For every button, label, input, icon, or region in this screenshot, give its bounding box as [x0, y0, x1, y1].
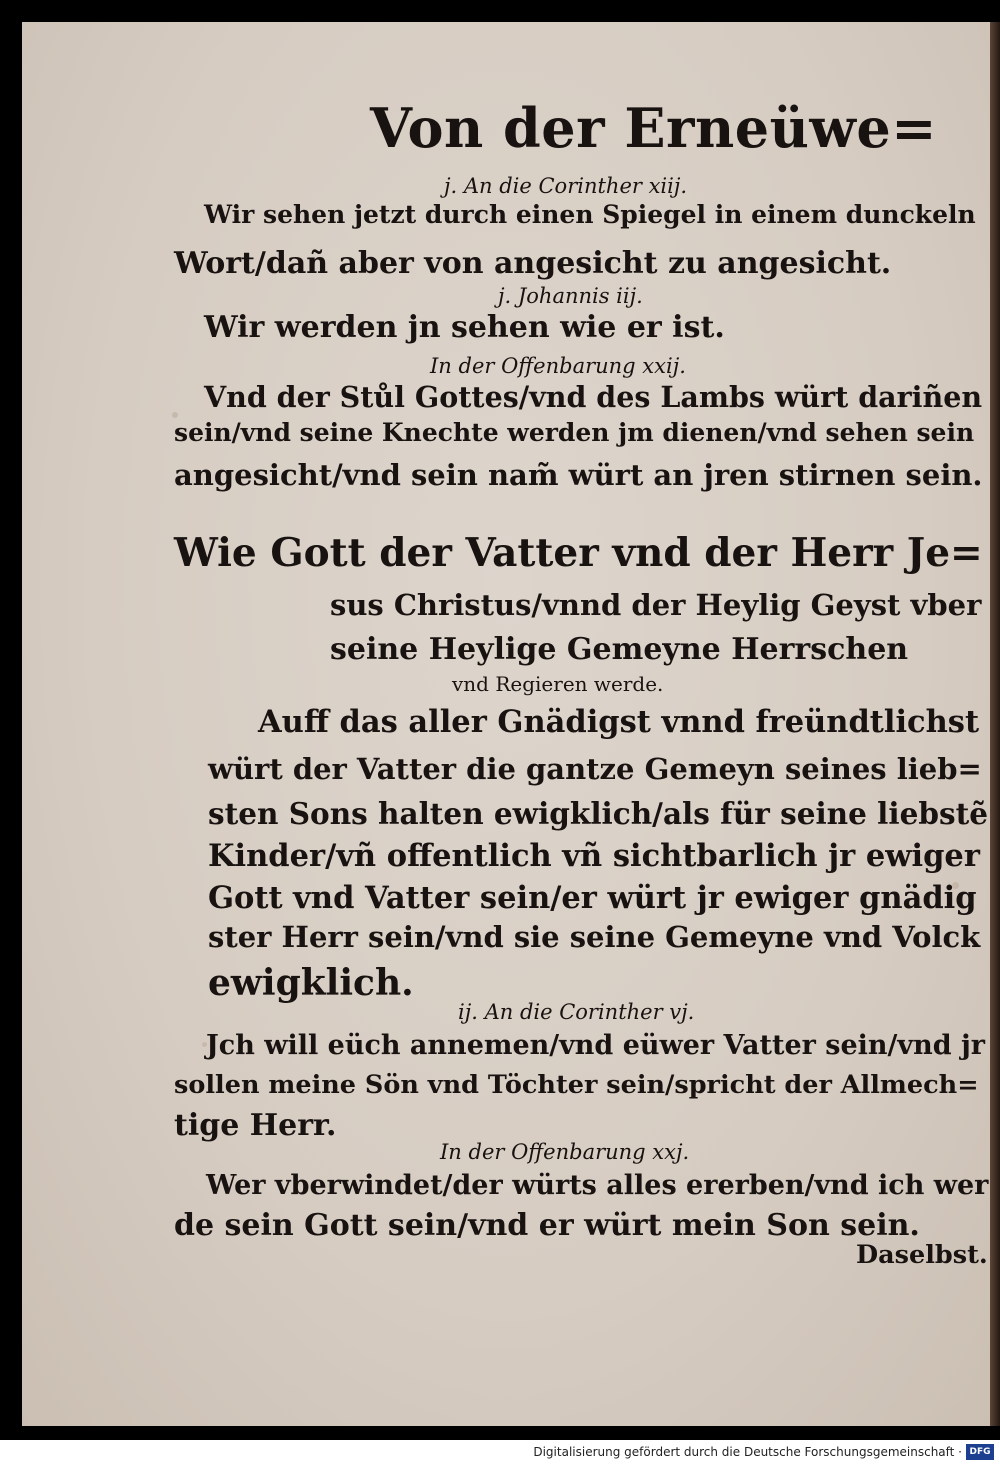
scripture-reference: In der Offenbarung xxj.	[440, 1140, 690, 1164]
text-line: sein/vnd seine Knechte werden jm dienen/vnd sehen sein	[174, 418, 975, 447]
text-line: Wir werden jn sehen wie er ist.	[204, 310, 725, 345]
scripture-reference: j. Johannis iij.	[498, 284, 643, 308]
text-line: tige Herr.	[174, 1108, 337, 1143]
text-line: angesicht/vnd sein nam̃ würt an jren stirnen sein.	[174, 458, 983, 492]
text-line: de sein Gott sein/vnd er würt mein Son sein.	[174, 1208, 920, 1243]
body-line: ster Herr sein/vnd sie seine Gemeyne vnd Volck	[208, 920, 981, 954]
running-head: Von der Erneüwe=	[370, 96, 937, 160]
catchword: Daselbst.	[856, 1240, 988, 1270]
text-line: Wer vberwindet/der würts alles ererben/vnd ich wer	[206, 1170, 989, 1201]
scripture-reference: In der Offenbarung xxij.	[430, 354, 686, 378]
body-line: würt der Vatter die gantze Gemeyn seines lieb=	[208, 752, 982, 786]
text-line: Vnd der Stůl Gottes/vnd des Lambs würt dariñen	[204, 380, 983, 414]
body-line: ewigklich.	[208, 962, 414, 1004]
section-heading: vnd Regieren werde.	[452, 672, 664, 696]
funding-notice: Digitalisierung gefördert durch die Deutsche Forschungsgemeinschaft ·	[533, 1445, 962, 1459]
scripture-reference: ij. An die Corinther vj.	[458, 1000, 695, 1024]
body-line: Auff das aller Gnädigst vnnd freündtlichst	[258, 704, 980, 740]
body-line: Kinder/vñ offentlich vñ sichtbarlich jr ewiger	[208, 838, 980, 874]
text-line: sollen meine Sön vnd Töchter sein/spricht der Allmech=	[174, 1070, 979, 1100]
text-line: Jch will eüch annemen/vnd eüwer Vatter sein/vnd jr	[206, 1030, 985, 1061]
text-line: Wort/dañ aber von angesicht zu angesicht.	[174, 246, 892, 281]
dfg-logo-icon: DFG	[966, 1444, 994, 1460]
section-heading: Wie Gott der Vatter vnd der Herr Je=	[174, 530, 983, 576]
text-line: Wir sehen jetzt durch einen Spiegel in einem dunckeln	[204, 200, 976, 229]
section-heading: seine Heylige Gemeyne Herrschen	[330, 632, 909, 667]
footer-bar	[0, 1440, 1000, 1466]
body-line: Gott vnd Vatter sein/er würt jr ewiger gnädig	[208, 880, 977, 916]
body-line: sten Sons halten ewigklich/als für seine liebstẽ	[208, 796, 988, 831]
show-through-blot	[172, 122, 189, 178]
scripture-reference: j. An die Corinther xiij.	[444, 174, 688, 198]
section-heading: sus Christus/vnnd der Heylig Geyst vber	[330, 588, 982, 622]
